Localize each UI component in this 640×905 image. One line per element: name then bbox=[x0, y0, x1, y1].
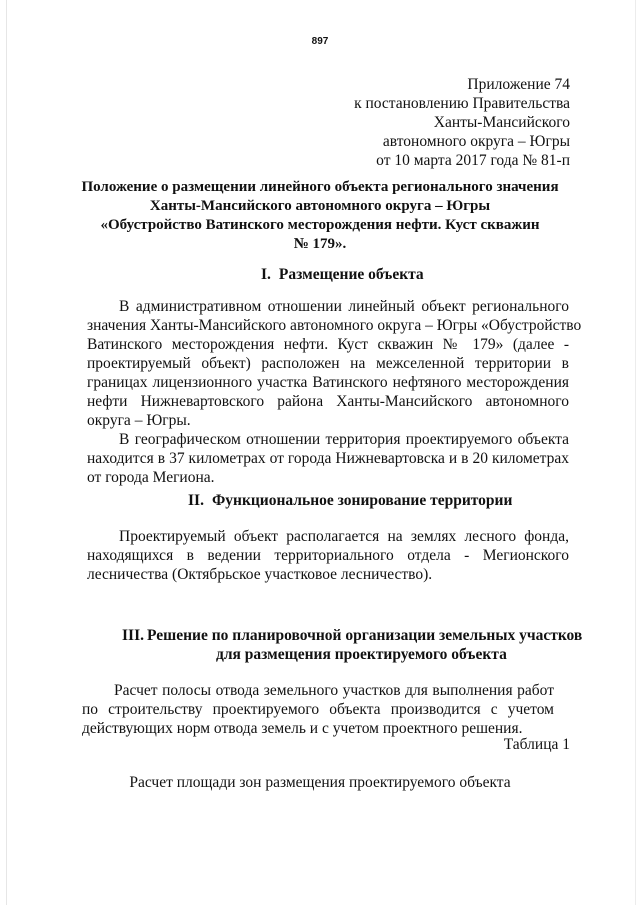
appendix-line: автономного округа – Югры bbox=[382, 133, 570, 150]
title-line: № 179». bbox=[293, 236, 347, 252]
paragraph-line: Расчет полосы отвода земельного участков для выполнения работ bbox=[114, 682, 554, 699]
section-title: Решение по планировочной организации земельных участков bbox=[146, 627, 583, 644]
title-line: «Обустройство Ватинского месторождения нефти. Куст скважин bbox=[100, 217, 540, 233]
section-3-heading-continuation: для размещения проектируемого объекта bbox=[216, 646, 507, 663]
page-number: 897 bbox=[311, 36, 329, 47]
appendix-line: к постановлению Правительства bbox=[354, 95, 570, 112]
paragraph-line: по строительству проектируемого объекта производится с учетом bbox=[82, 701, 554, 718]
paragraph-line: лесничества (Октябрьское участковое лесничество). bbox=[87, 566, 433, 583]
table-caption: Расчет площади зон размещения проектируемого объекта bbox=[129, 774, 511, 791]
paragraph-line: находящихся в ведении территориального отдела - Мегионского bbox=[87, 547, 569, 564]
paragraph-line: Ватинского месторождения нефти. Куст скважин № 179» (далее - bbox=[87, 336, 569, 353]
appendix-line: Ханты-Мансийского bbox=[433, 114, 570, 131]
paragraph-line: проектируемый объект) расположен на межселенной территории в bbox=[87, 355, 569, 372]
scan-edge-left bbox=[6, 0, 7, 905]
paragraph-line: границах лицензионного участка Ватинского нефтяного месторождения bbox=[87, 374, 569, 391]
document-title bbox=[70, 178, 570, 254]
section-title: Размещение объекта bbox=[278, 266, 424, 283]
section-number: II. bbox=[188, 492, 204, 509]
section-2-paragraph bbox=[87, 527, 569, 584]
title-line: Положение о размещении линейного объекта регионального значения bbox=[81, 179, 559, 195]
paragraph-line: Проектируемый объект располагается на землях лесного фонда, bbox=[119, 528, 569, 545]
section-1-paragraph-2 bbox=[87, 430, 569, 487]
appendix-line: от 10 марта 2017 года № 81-п bbox=[376, 152, 570, 169]
paragraph-line: от города Мегиона. bbox=[87, 469, 215, 486]
paragraph-line: нефти Нижневартовского района Ханты-Мансийского автономного bbox=[87, 393, 569, 410]
section-number: I. bbox=[261, 266, 271, 283]
paragraph-line: находится в 37 километрах от города Нижневартовска и в 20 километрах bbox=[87, 450, 569, 467]
paragraph-line: В административном отношении линейный объект регионального bbox=[119, 298, 569, 315]
paragraph-line: действующих норм отвода земель и с учетом проектного решения. bbox=[82, 720, 523, 737]
section-1-heading bbox=[261, 265, 424, 284]
section-1-paragraph-1 bbox=[87, 297, 582, 430]
section-title: Функциональное зонирование территории bbox=[211, 492, 513, 509]
paragraph-line: значения Ханты-Мансийского автономного округа – Югры «Обустройство bbox=[87, 317, 582, 334]
section-number: III. bbox=[122, 627, 144, 644]
table-label: Таблица 1 bbox=[503, 736, 570, 753]
paragraph-line: округа – Югры. bbox=[87, 412, 191, 429]
scan-edge-right bbox=[635, 0, 636, 905]
section-3-paragraph bbox=[82, 681, 554, 738]
appendix-block bbox=[354, 75, 570, 170]
section-2-heading bbox=[188, 491, 512, 510]
section-3-heading bbox=[122, 626, 582, 645]
title-line: Ханты-Мансийского автономного округа – Югры bbox=[149, 198, 491, 214]
paragraph-line: В географическом отношении территория проектируемого объекта bbox=[119, 431, 569, 448]
appendix-line: Приложение 74 bbox=[467, 76, 570, 93]
